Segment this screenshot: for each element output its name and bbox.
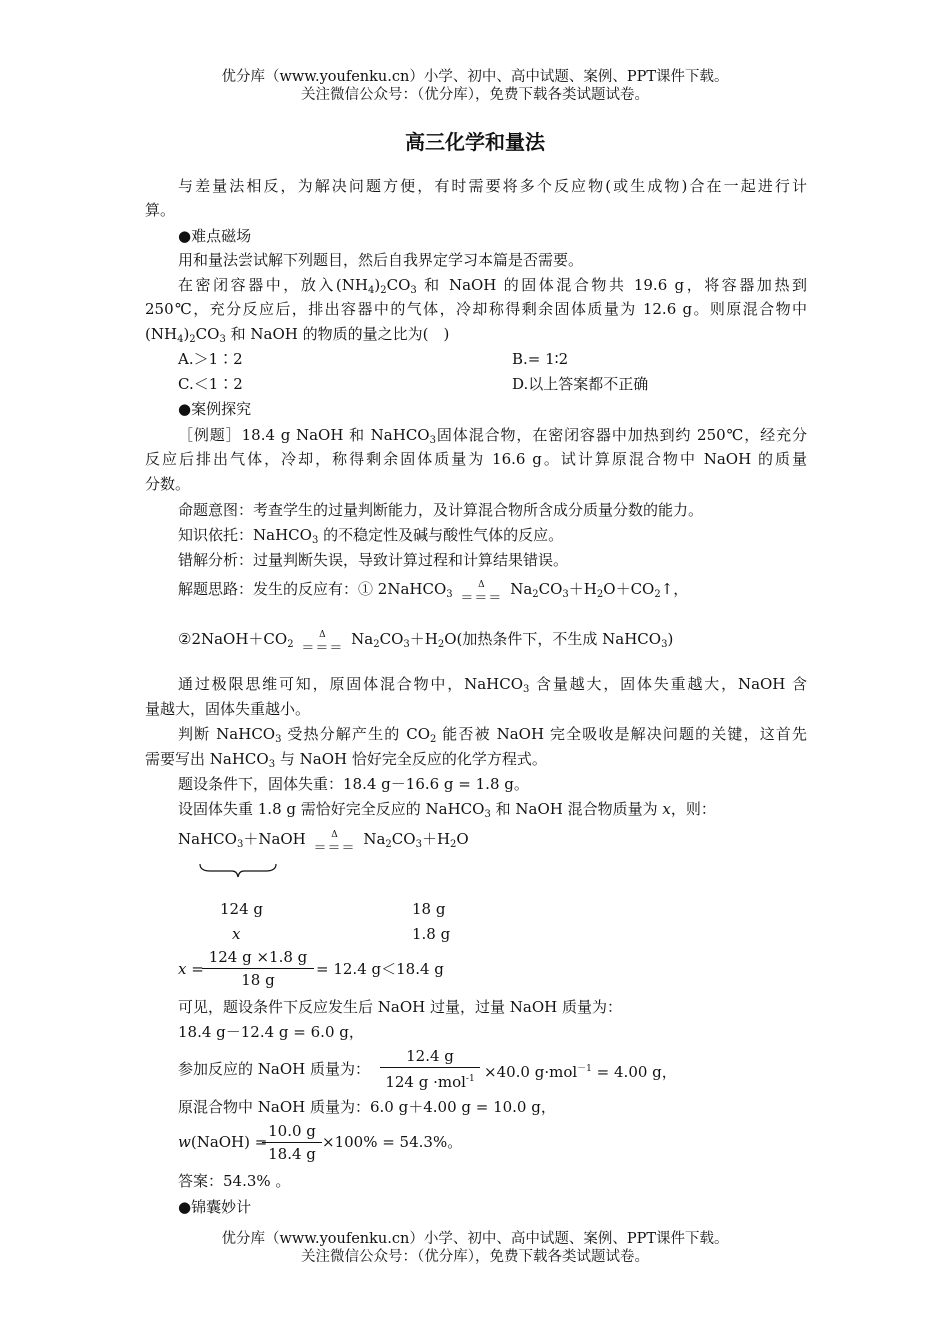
react-result: ×40.0 g·mol$^{-1}$ = 4.00 g， [484, 1063, 677, 1081]
heating-equals-sign: Δ ＝＝＝ [301, 630, 344, 656]
mass-124g: 124 g [220, 900, 264, 918]
header-line-2: 关注微信公众号：（优分库），免费下载各类试题试卷。 [301, 87, 649, 103]
header-line-1: 优分库（www.youfenku.cn）小学、初中、高中试题、案例、PPT课件下载。 [221, 69, 729, 85]
visible-excess: 可见，题设条件下反应发生后 NaOH 过量，过量 NaOH 质量为： [178, 998, 622, 1016]
fraction-react: 12.4 g 124 g ·mol$^{-1}$ [380, 1046, 480, 1092]
example-line-1: ［例题］18.4 g NaOH 和 NaHCO$_3$固体混合物，在密闭容器中加热到约 250℃，经充分 [178, 426, 807, 446]
heating-equals-sign: Δ ＝＝＝ [313, 830, 356, 856]
mass-1-8g: 1.8 g [412, 925, 451, 943]
option-a: A.＞1∶2 [178, 350, 243, 368]
example-error: 错解分析：过量判断失误，导致计算过程和计算结果错误。 [178, 551, 569, 569]
footer-line-1: 优分库（www.youfenku.cn）小学、初中、高中试题、案例、PPT课件下载。 [221, 1231, 729, 1247]
problem-line-1: 在密闭容器中，放入$(NH_4)_2CO_3$ 和 NaOH 的固体混合物共 19.6 g，将容器加热到 [178, 276, 807, 296]
combined-equation: NaHCO$_3$＋NaOH Δ ＝＝＝ $Na_2CO_3+H_2O$ [178, 830, 469, 856]
reaction-2: $②2NaOH+CO_2$ Δ ＝＝＝ $Na_2CO_3+H_2O$(加热条件下，不生成 NaHCO$_3$) [178, 630, 674, 656]
problem-line-2: 250℃，充分反应后，排出容器中的气体，冷却称得剩余固体质量为 12.6 g。则原混合物中 [145, 300, 807, 318]
limit-line-1: 通过极限思维可知，原固体混合物中，NaHCO$_3$ 含量越大，固体失重越大，NaOH 含 [178, 675, 807, 695]
example-line-3: 分数。 [145, 475, 191, 493]
mass-18g: 18 g [412, 900, 446, 918]
problem-instruction: 用和量法尝试解下列题目，然后自我界定学习本篇是否需要。 [178, 251, 584, 269]
x-result: = 12.4 g＜18.4 g [316, 960, 444, 978]
fraction-x: 124 g ×1.8 g 18 g [202, 947, 314, 990]
example-knowledge: 知识依托：NaHCO$_3$ 的不稳定性及碱与酸性气体的反应。 [178, 526, 564, 546]
problem-line-3: $(NH_4)_2CO_3$ 和 NaOH 的物质的量之比为( ) [145, 325, 450, 345]
x-label: x = [178, 960, 204, 978]
w-result: ×100% = 54.3%。 [322, 1133, 463, 1151]
original-mass: 原混合物中 NaOH 质量为：6.0 g＋4.00 g = 10.0 g， [178, 1098, 556, 1116]
option-d: D.以上答案都不正确 [512, 375, 649, 393]
limit-line-2: 量越大，固体失重越小。 [145, 700, 311, 718]
section-difficulty: ●难点磁场 [178, 227, 252, 245]
fraction-w: 10.0 g 18.4 g [262, 1121, 322, 1164]
w-label: w(NaOH) = [178, 1133, 268, 1151]
heating-equals-sign: Δ ＝＝＝ [460, 580, 503, 606]
judge-line-2: 需要写出 NaHCO$_3$ 与 NaOH 恰好完全反应的化学方程式。 [145, 750, 547, 770]
suppose-line: 设固体失重 1.8 g 需恰好完全反应的 NaHCO$_3$ 和 NaOH 混合物质量为 x，则： [178, 800, 716, 820]
section-tips: ●锦囊妙计 [178, 1198, 252, 1216]
reaction-1: 解题思路：发生的反应有：① 2NaHCO$_3$ Δ ＝＝＝ $Na_2CO_3+H_2O+CO_2↑$， [178, 580, 689, 606]
example-line-2: 反应后排出气体，冷却，称得剩余固体质量为 16.6 g。试计算原混合物中 NaOH 的质量 [145, 450, 807, 468]
example-intent: 命题意图：考查学生的过量判断能力，及计算混合物所含成分质量分数的能力。 [178, 501, 704, 519]
page-title: 高三化学和量法 [405, 130, 545, 154]
section-case: ●案例探究 [178, 400, 252, 418]
judge-line-1: 判断 NaHCO$_3$ 受热分解产生的 $CO_2$ 能否被 NaOH 完全吸收是解决问题的关键，这首先 [178, 725, 807, 745]
option-c: C.＜1∶2 [178, 375, 243, 393]
footer-line-2: 关注微信公众号：（优分库），免费下载各类试题试卷。 [301, 1249, 649, 1265]
intro-line-2: 算。 [145, 201, 176, 219]
intro-line-1: 与差量法相反，为解决问题方便，有时需要将多个反应物(或生成物)合在一起进行计 [178, 177, 807, 195]
mass-x: x [232, 925, 241, 943]
excess-mass: 18.4 g－12.4 g = 6.0 g， [178, 1023, 364, 1041]
react-label: 参加反应的 NaOH 质量为： [178, 1060, 370, 1078]
option-b: B.= 1∶2 [512, 350, 569, 368]
answer: 答案：54.3% 。 [178, 1172, 291, 1190]
underbrace-icon [198, 860, 278, 880]
weight-loss: 题设条件下，固体失重：18.4 g－16.6 g = 1.8 g。 [178, 775, 529, 793]
